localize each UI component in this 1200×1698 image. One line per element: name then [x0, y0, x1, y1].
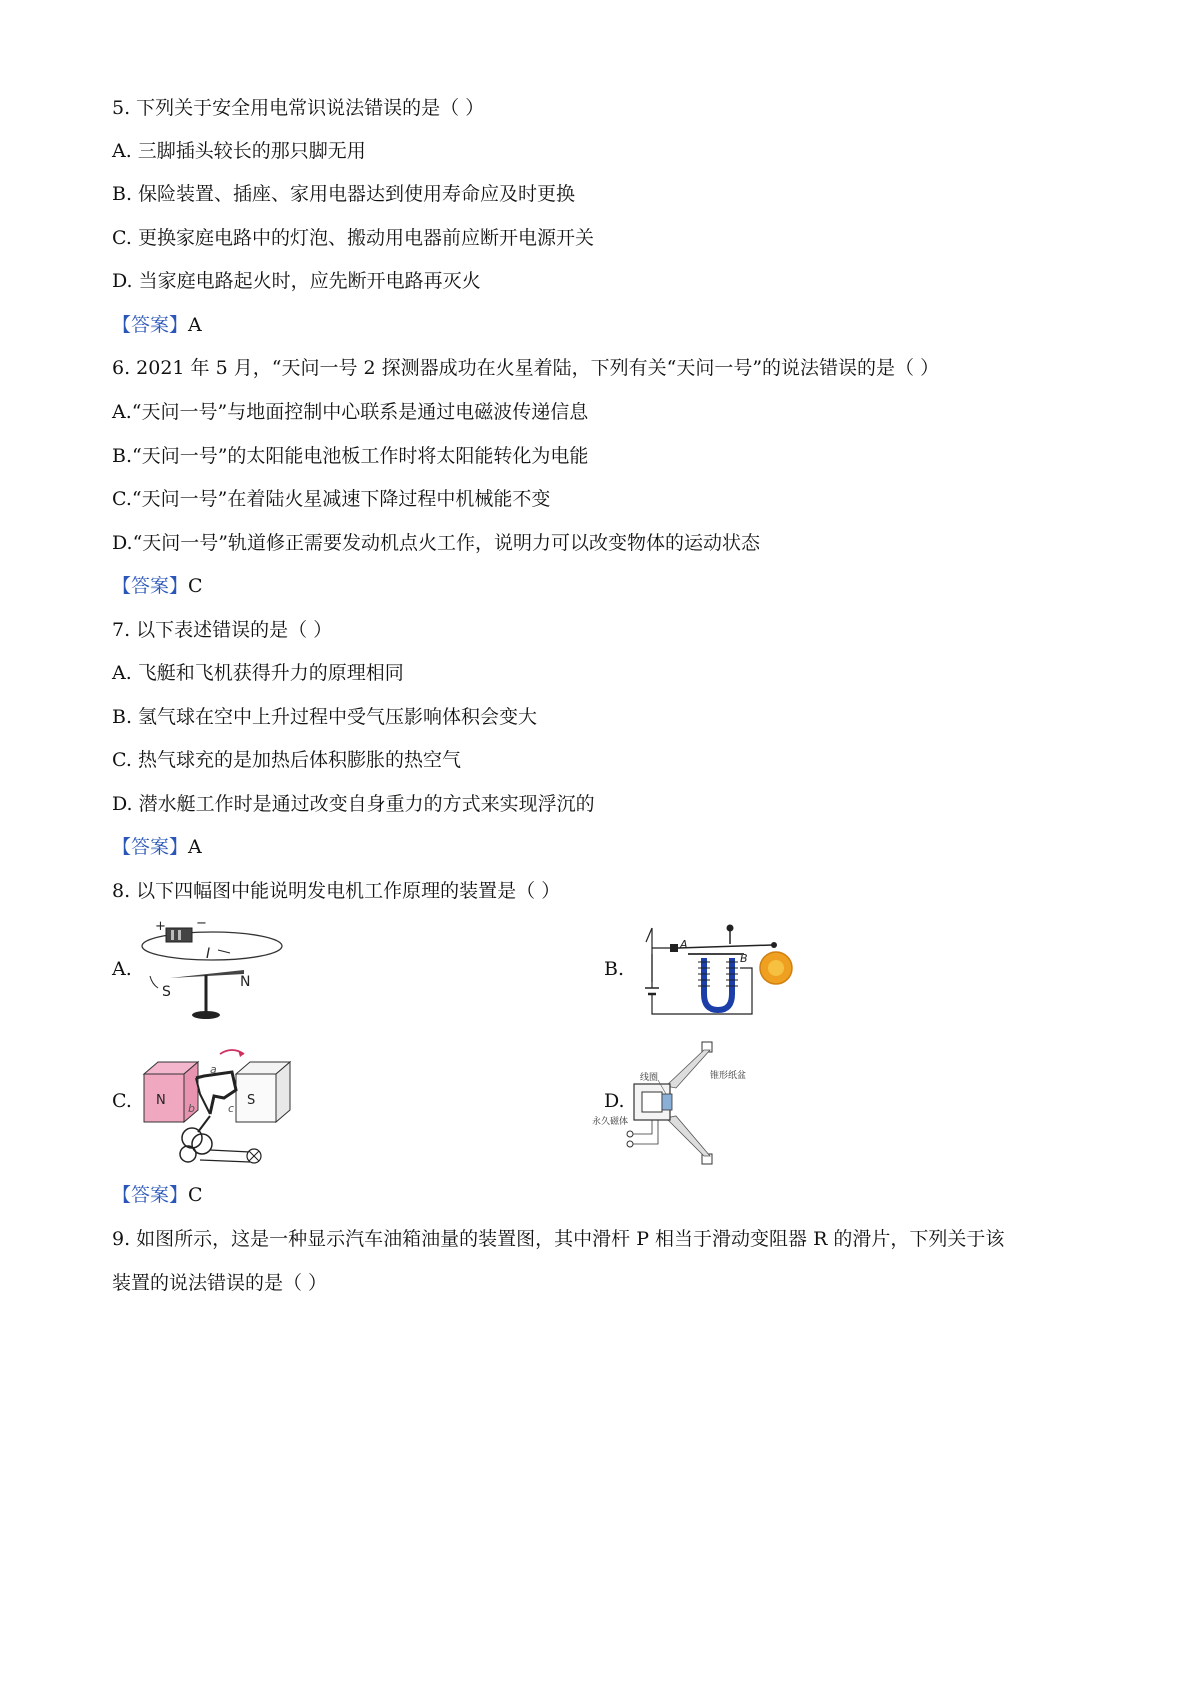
answer-mark: 【答案】 — [112, 836, 189, 858]
q5-option-d: D. 当家庭电路起火时，应先断开电路再灭火 — [112, 270, 481, 292]
svg-text:−: − — [196, 916, 207, 931]
q7-option-b: B. 氢气球在空中上升过程中受气压影响体积会变大 — [112, 706, 538, 728]
q8-answer — [112, 1183, 203, 1207]
q7-option-a: A. 飞艇和飞机获得升力的原理相同 — [112, 662, 404, 684]
figure-label-d: D. — [604, 1090, 625, 1112]
q7-option-c: C. 热气球充的是加热后体积膨胀的热空气 — [112, 749, 461, 771]
svg-text:I: I — [206, 946, 211, 962]
q9-stem-line1: 9. 如图所示，这是一种显示汽车油箱油量的装置图，其中滑杆 P 相当于滑动变阻器 R 的滑片，下列关于该 — [112, 1228, 1005, 1250]
q5-option-b: B. 保险装置、插座、家用电器达到使用寿命应及时更换 — [112, 183, 576, 205]
svg-text:A: A — [680, 938, 688, 951]
answer-value: A — [188, 314, 202, 336]
svg-text:线圈: 线圈 — [640, 1073, 659, 1083]
svg-text:c: c — [228, 1102, 235, 1115]
answer-mark: 【答案】 — [112, 575, 189, 597]
magnet-s-icon — [236, 1074, 276, 1122]
figure-d-speaker — [592, 1040, 772, 1172]
svg-text:b: b — [188, 1102, 195, 1115]
q5-option-c: C. 更换家庭电路中的灯泡、搬动用电器前应断开电源开关 — [112, 227, 594, 249]
q6-answer — [112, 574, 203, 598]
q7-answer — [112, 835, 202, 859]
q6-stem: 6. 2021 年 5 月，“天问一号 2 探测器成功在火星着陆，下列有关“天问一号”的说法错误的是（ ） — [112, 357, 940, 379]
figure-label-c: C. — [112, 1090, 132, 1112]
svg-text:a: a — [210, 1063, 217, 1076]
q5-answer — [112, 313, 202, 337]
figure-a-oersted — [140, 918, 290, 1030]
figure-b-electromagnet — [632, 918, 792, 1030]
svg-text:+: + — [155, 919, 166, 934]
svg-text:永久磁体: 永久磁体 — [592, 1117, 629, 1127]
svg-text:B: B — [740, 952, 748, 965]
svg-text:S: S — [162, 984, 171, 1000]
q7-option-d: D. 潜水艇工作时是通过改变自身重力的方式来实现浮沉的 — [112, 793, 595, 815]
svg-text:S: S — [247, 1093, 256, 1108]
answer-mark: 【答案】 — [112, 314, 189, 336]
switch-icon — [646, 928, 652, 942]
q6-option-b: B.“天问一号”的太阳能电池板工作时将太阳能转化为电能 — [112, 445, 589, 467]
q5-stem: 5. 下列关于安全用电常识说法错误的是（ ） — [112, 97, 485, 119]
svg-text:锥形纸盆: 锥形纸盆 — [710, 1071, 747, 1081]
figure-label-b: B. — [604, 958, 625, 980]
q8-stem: 8. 以下四幅图中能说明发电机工作原理的装置是（ ） — [112, 880, 561, 902]
q6-option-c: C.“天问一号”在着陆火星减速下降过程中机械能不变 — [112, 488, 551, 510]
figure-c-generator — [140, 1040, 290, 1172]
q5-option-a: A. 三脚插头较长的那只脚无用 — [112, 140, 366, 162]
answer-mark: 【答案】 — [112, 1184, 189, 1206]
q9-stem-line2: 装置的说法错误的是（ ） — [112, 1272, 328, 1294]
q7-stem: 7. 以下表述错误的是（ ） — [112, 619, 333, 641]
answer-value: C — [188, 575, 203, 597]
answer-value: C — [188, 1184, 203, 1206]
q6-option-a: A.“天问一号”与地面控制中心联系是通过电磁波传递信息 — [112, 401, 589, 423]
q6-option-d: D.“天问一号”轨道修正需要发动机点火工作，说明力可以改变物体的运动状态 — [112, 532, 761, 554]
cone-icon — [666, 1050, 710, 1088]
svg-text:N: N — [156, 1093, 166, 1108]
svg-text:N: N — [240, 974, 251, 990]
figure-label-a: A. — [112, 958, 132, 980]
u-magnet-icon — [704, 958, 732, 1010]
answer-value: A — [188, 836, 202, 858]
